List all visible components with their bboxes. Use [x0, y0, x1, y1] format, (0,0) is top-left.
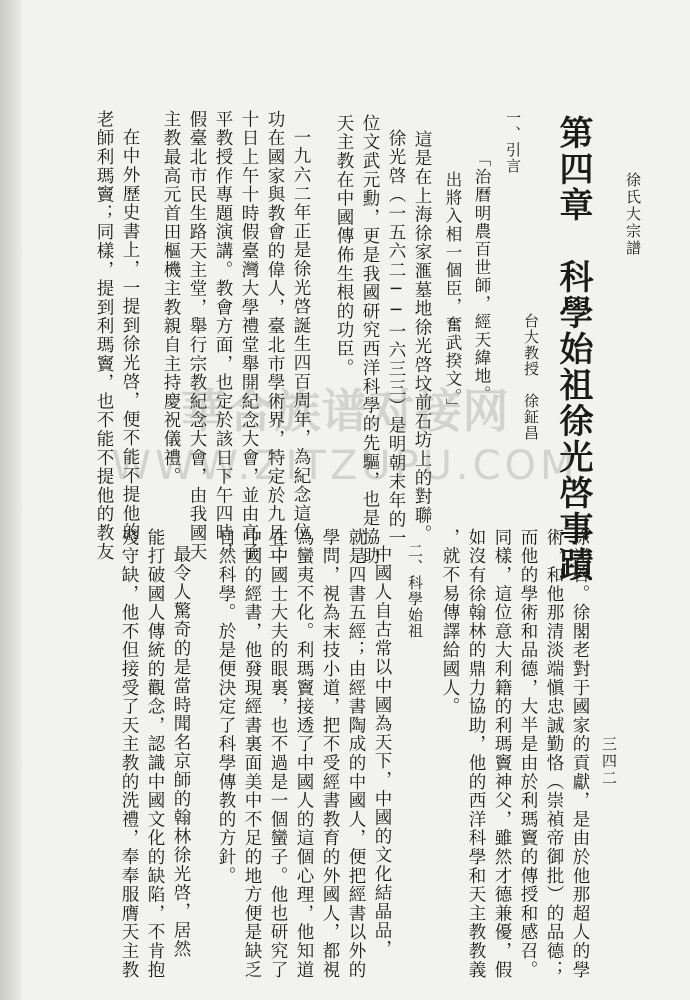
chapter-title: 第四章 科學始祖徐光啓事蹟 [553, 115, 593, 583]
watermark-url: WWW.ZITZUPU.COM [111, 443, 579, 489]
body-column: 假臺北市民生路天主堂，舉行宗教紀念大會，由我國天 [187, 110, 207, 562]
section-1-heading: 一、引言 [504, 110, 522, 174]
body-column: 在中外歷史書上，一提到徐光啓，便不能不提他的 [120, 128, 140, 542]
page-number: 三四二 [600, 736, 618, 787]
body-column: 自然科學。於是便決定了科學傳教的方針。 [216, 528, 236, 886]
couplet-line-1: 「治曆明農百世師，經天緯地。 [472, 150, 491, 404]
body-column: 同樣，這位意大利籍的利瑪竇神父，雖然才德兼優，假 [492, 528, 512, 980]
section-2-heading: 二、科學始祖 [406, 543, 424, 639]
couplet-line-2: 出將入相一個臣，奮武揆文。」 [443, 171, 462, 417]
body-column: 如沒有徐翰林的鼎力協助，他的西洋科學和天主教教義 [466, 528, 486, 980]
body-column: 平教授作專題演講。教會方面，也定於該日下午四時， [213, 110, 233, 562]
body-column: 位文武元勳，更是我國研究西洋科學的先驅，也是協助 [360, 114, 380, 566]
body-column: 學問，視為末技小道，把不受經書教育的外國人，都視 [320, 528, 340, 980]
body-column: 主教最高元首田樞機主教親自主持慶祝儀禮。 [161, 110, 181, 486]
body-column: 十日上午十時假臺灣大學禮堂舉開紀念大會，並由高子 [239, 110, 259, 562]
scan-shadow-edge [0, 0, 22, 1000]
author-byline: 台大教授 徐鉦昌 [522, 313, 540, 441]
body-column: 中國人自古常以中國為天下，中國的文化結晶品， [372, 545, 392, 959]
body-column: 徐光啓（一五六二──一六三三）是明朝末年的一 [386, 129, 406, 548]
body-column: 這是在上海徐家滙墓地徐光啓坟前石坊上的對聯。 [412, 130, 432, 544]
body-column: 一九六二年正是徐光啓誕生四百周年，為紀念這位 [291, 128, 311, 542]
body-column: 能打破國人傳統的觀念，認識中國文化的缺陷，不肯抱 [145, 528, 165, 980]
body-column: 而他的學術和品德，大半是由於利瑪竇的傳授和感召。 [518, 528, 538, 980]
body-column: 天主教在中國傳佈生根的功臣。 [334, 114, 354, 378]
body-column: 老師利瑪竇；同樣，提到利瑪竇，也不能不提他的教友 [94, 110, 114, 562]
body-column: 殘守缺，他不但接受了天主教的洗禮，奉奉服膺天主教 [119, 528, 139, 980]
body-column: 在中國士大夫的眼裏，也不過是一個蠻子。他也研究了 [268, 528, 288, 980]
body-column: 就是四書五經；由經書陶成的中國人，便把經書以外的 [346, 528, 366, 980]
body-column: 功在國家與教會的偉人，臺北市學術界，特定於九月三 [265, 110, 285, 562]
watermark-text: 華合族谱对接网 [180, 384, 510, 438]
body-column: 中國的經書，他發現經書裏面美中不足的地方便是缺乏 [242, 528, 262, 980]
body-column: ，就不易傳譯給國人。 [440, 528, 460, 716]
body-column: 為蠻夷不化。利瑪竇接透了中國人的這個心理，他知道 [294, 528, 314, 980]
book-title-header: 徐氏大宗譜 [624, 172, 642, 257]
body-column: 術，和他那清淡端愼忠誠勤恪（崇禎帝御批）的品德； [544, 528, 564, 980]
body-column: 最令人驚奇的是當時聞名京師的翰林徐光啓，居然 [171, 545, 191, 959]
body-column: 徐光啓。徐閣老對于國家的貢獻，是由於他那超人的學 [570, 528, 590, 980]
